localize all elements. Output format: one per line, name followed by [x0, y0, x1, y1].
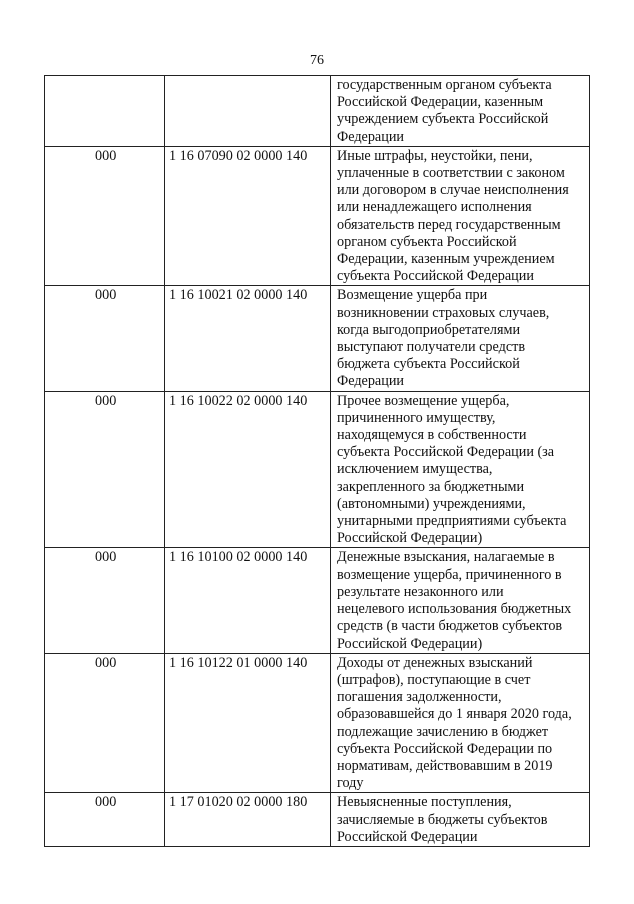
description-line: Возмещение ущерба при — [337, 287, 488, 304]
description-line: причиненного имуществу, — [337, 409, 496, 426]
admin-code-cell: 000 — [45, 391, 165, 548]
description-line: субъекта Российской Федерации (за — [337, 444, 555, 461]
table-row — [45, 146, 590, 286]
description-line: выступают получатели средств — [337, 339, 526, 356]
description-line: Российской Федерации, казенным — [337, 94, 544, 111]
admin-code-cell: 000 — [45, 548, 165, 653]
description-line: субъекта Российской Федерации по — [337, 740, 553, 757]
admin-code-cell: 000 — [45, 286, 165, 391]
description-line: (автономными) учреждениями, — [337, 495, 526, 512]
description-line: подлежащие зачислению в бюджет — [337, 723, 549, 740]
income-description-cell — [331, 653, 590, 793]
description-line: нецелевого использования бюджетных — [337, 601, 572, 618]
income-description-cell — [331, 76, 590, 147]
description-line: обязательств перед государственным — [337, 216, 561, 233]
admin-code-cell — [45, 76, 165, 147]
description-line: Федерации — [337, 128, 405, 145]
income-description-cell — [331, 146, 590, 286]
budget-codes-table — [44, 75, 590, 847]
table-row — [45, 653, 590, 793]
description-line: Российской Федерации — [337, 828, 478, 845]
description-line: учреждением субъекта Российской — [337, 111, 549, 128]
description-line: Федерации, казенным учреждением — [337, 251, 555, 268]
income-description-cell — [331, 793, 590, 847]
description-line: находящемуся в собственности — [337, 427, 527, 444]
description-line: субъекта Российской Федерации — [337, 268, 534, 285]
description-line: Федерации — [337, 373, 405, 390]
admin-code-cell: 000 — [45, 793, 165, 847]
description-line: когда выгодоприобретателями — [337, 321, 521, 338]
budget-classification-code-cell: 1 16 10021 02 0000 140 — [165, 286, 331, 391]
description-line: нормативам, действовавшим в 2019 — [337, 757, 553, 774]
description-line: закрепленного за бюджетными — [337, 478, 525, 495]
description-line: возникновении страховых случаев, — [337, 304, 550, 321]
budget-classification-code-cell: 1 16 10100 02 0000 140 — [165, 548, 331, 653]
description-line: Иные штрафы, неустойки, пени, — [337, 147, 533, 164]
page-number: 76 — [310, 53, 324, 68]
budget-classification-code-cell — [165, 76, 331, 147]
description-line: образовавшейся до 1 января 2020 года, — [337, 706, 572, 723]
table-row — [45, 391, 590, 548]
description-line: Прочее возмещение ущерба, — [337, 392, 510, 409]
description-line: бюджета субъекта Российской — [337, 356, 520, 373]
admin-code-cell: 000 — [45, 146, 165, 286]
description-line: или ненадлежащего исполнения — [337, 199, 532, 216]
description-line: средств (в части бюджетов субъектов — [337, 618, 563, 635]
description-line: исключением имущества, — [337, 461, 493, 478]
description-line: или договором в случае неисполнения — [337, 182, 569, 199]
description-line: государственным органом субъекта — [337, 77, 552, 93]
budget-classification-code-cell: 1 16 07090 02 0000 140 — [165, 146, 331, 286]
description-line: (штрафов), поступающие в счет — [337, 671, 531, 688]
description-line: погашения задолженности, — [337, 689, 502, 706]
description-line: возмещение ущерба, причиненного в — [337, 566, 562, 583]
income-description-cell — [331, 548, 590, 653]
table-row — [45, 76, 590, 147]
table-body — [45, 76, 590, 847]
description-line: Невыясненные поступления, — [337, 794, 512, 811]
description-line: зачисляемые в бюджеты субъектов — [337, 811, 548, 828]
description-line: году — [337, 775, 364, 792]
description-line: Российской Федерации) — [337, 635, 483, 652]
table-row — [45, 548, 590, 653]
budget-classification-code-cell: 1 17 01020 02 0000 180 — [165, 793, 331, 847]
description-line: Российской Федерации) — [337, 530, 483, 547]
budget-classification-code-cell: 1 16 10122 01 0000 140 — [165, 653, 331, 793]
description-line: Доходы от денежных взысканий — [337, 654, 533, 671]
description-line: органом субъекта Российской — [337, 233, 517, 250]
budget-classification-code-cell: 1 16 10022 02 0000 140 — [165, 391, 331, 548]
income-description-cell — [331, 391, 590, 548]
table-row — [45, 286, 590, 391]
description-line: результате незаконного или — [337, 583, 504, 600]
description-line: Денежные взыскания, налагаемые в — [337, 549, 555, 566]
description-line: унитарными предприятиями субъекта — [337, 513, 567, 530]
admin-code-cell: 000 — [45, 653, 165, 793]
description-line: уплаченные в соответствии с законом — [337, 165, 565, 182]
income-description-cell — [331, 286, 590, 391]
table-row — [45, 793, 590, 847]
